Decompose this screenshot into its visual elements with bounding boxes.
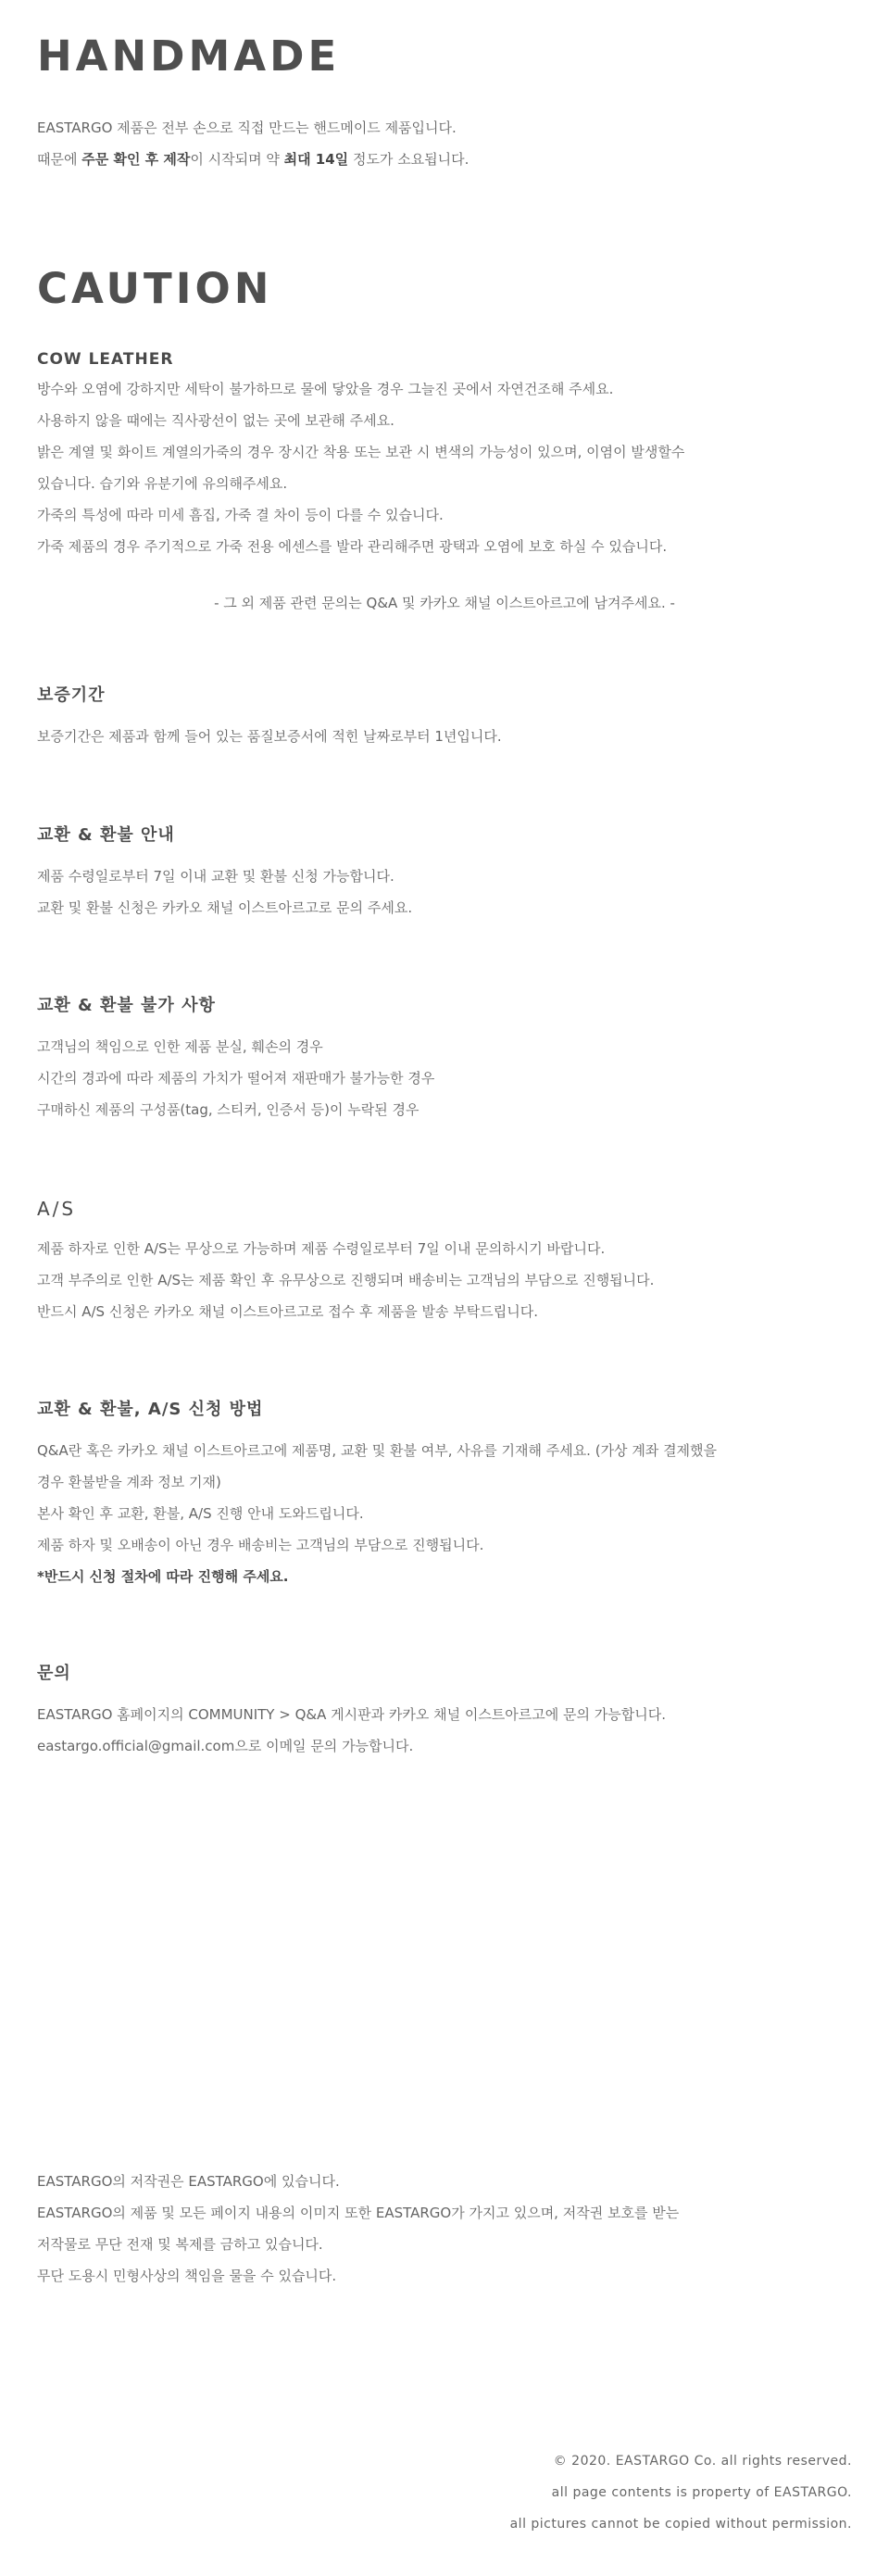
as-line: 제품 하자로 인한 A/S는 무상으로 가능하며 제품 수령일로부터 7일 이내 문의하시기 바랍니다.: [37, 1240, 606, 1257]
caution-line: 가죽 제품의 경우 주기적으로 가죽 전용 에센스를 발라 관리해주면 광택과 오염에 보호 하실 수 있습니다.: [37, 538, 668, 555]
caution-line: 가죽의 특성에 따라 미세 흠집, 가죽 결 차이 등이 다를 수 있습니다.: [37, 507, 444, 523]
exchange-line: 교환 및 환불 신청은 카카오 채널 이스트아르고로 문의 주세요.: [37, 899, 413, 916]
footer-copyright: [37, 2445, 852, 2540]
as-section: [37, 1200, 852, 1327]
contact-section: [37, 1665, 852, 1762]
no-exchange-title: 교환 & 환불 불가 사항: [37, 996, 216, 1015]
contact-title: 문의: [37, 1664, 71, 1683]
rights-line: EASTARGO의 제품 및 모든 페이지 내용의 이미지 또한 EASTARGO가 가지고 있으며, 저작권 보호를 받는: [37, 2205, 680, 2221]
apply-section: [37, 1401, 852, 1592]
no-exchange-line: 시간의 경과에 따라 제품의 가치가 떨어져 재판매가 불가능한 경우: [37, 1070, 435, 1087]
caution-title: CAUTION: [37, 264, 273, 313]
no-exchange-section: [37, 998, 852, 1125]
exchange-title: 교환 & 환불 안내: [37, 825, 175, 845]
as-line: 반드시 A/S 신청은 카카오 채널 이스트아르고로 접수 후 제품을 발송 부탁드립니다.: [37, 1303, 538, 1320]
caution-line: 사용하지 않을 때에는 직사광선이 없는 곳에 보관해 주세요.: [37, 412, 394, 429]
no-exchange-line: 구매하신 제품의 구성품(tag, 스티커, 인증서 등)이 누락된 경우: [37, 1101, 419, 1118]
no-exchange-line: 고객님의 책임으로 인한 제품 분실, 훼손의 경우: [37, 1038, 323, 1055]
apply-line: 제품 하자 및 오배송이 아닌 경우 배송비는 고객님의 부담으로 진행됩니다.: [37, 1537, 484, 1553]
as-title: A/S: [37, 1198, 77, 1220]
as-line: 고객 부주의로 인한 A/S는 제품 확인 후 유무상으로 진행되며 배송비는 고객님의 부담으로 진행됩니다.: [37, 1272, 655, 1288]
handmade-line-1: EASTARGO 제품은 전부 손으로 직접 만드는 핸드메이드 제품입니다.: [37, 119, 457, 136]
handmade-emphasis-2: 최대 14일: [283, 151, 349, 168]
handmade-emphasis-1: 주문 확인 후 제작: [81, 151, 191, 168]
handmade-line-2: 때문에 주문 확인 후 제작이 시작되며 약 최대 14일 정도가 소요됩니다.: [37, 151, 470, 168]
copyright-line: all page contents is property of EASTARGO.: [551, 2485, 852, 2500]
apply-line: 경우 환불받을 계좌 정보 기재): [37, 1474, 221, 1490]
warranty-section: [37, 687, 852, 752]
caution-line: 밝은 계열 및 화이트 계열의가죽의 경우 장시간 착용 또는 보관 시 변색의 가능성이 있으며, 이염이 발생할수: [37, 444, 685, 460]
rights-line: 무단 도용시 민형사상의 책임을 물을 수 있습니다.: [37, 2268, 337, 2284]
apply-line: 본사 확인 후 교환, 환불, A/S 진행 안내 도와드립니다.: [37, 1505, 364, 1522]
apply-title: 교환 & 환불, A/S 신청 방법: [37, 1400, 264, 1419]
handmade-section: [37, 31, 852, 175]
copyright-line: all pictures cannot be copied without permission.: [509, 2517, 852, 2532]
caution-line: 있습니다. 습기와 유분기에 유의해주세요.: [37, 475, 288, 492]
caution-section: [37, 264, 852, 562]
apply-bold-line: *반드시 신청 절차에 따라 진행해 주세요.: [37, 1568, 289, 1585]
warranty-title: 보증기간: [37, 685, 106, 705]
rights-line: 저작물로 무단 전재 및 복제를 금하고 있습니다.: [37, 2236, 323, 2253]
warranty-line: 보증기간은 제품과 함께 들어 있는 품질보증서에 적힌 날짜로부터 1년입니다.: [37, 728, 502, 745]
caution-note: - 그 외 제품 관련 문의는 Q&A 및 카카오 채널 이스트아르고에 남겨주세요. -: [214, 595, 675, 611]
exchange-line: 제품 수령일로부터 7일 이내 교환 및 환불 신청 가능합니다.: [37, 868, 394, 885]
exchange-section: [37, 827, 852, 924]
caution-line: 방수와 오염에 강하지만 세탁이 불가하므로 물에 닿았을 경우 그늘진 곳에서 자연건조해 주세요.: [37, 381, 614, 397]
rights-line: EASTARGO의 저작권은 EASTARGO에 있습니다.: [37, 2173, 340, 2190]
apply-line: Q&A란 혹은 카카오 채널 이스트아르고에 제품명, 교환 및 환불 여부, 사유를 기재해 주세요. (가상 계좌 결제했을: [37, 1442, 718, 1459]
cow-leather-subtitle: COW LEATHER: [37, 350, 174, 369]
rights-section: [37, 2166, 852, 2292]
contact-email-line: eastargo.official@gmail.com으로 이메일 문의 가능합니다.: [37, 1738, 414, 1754]
handmade-title: HANDMADE: [37, 31, 341, 81]
contact-line: EASTARGO 홈페이지의 COMMUNITY > Q&A 게시판과 카카오 채널 이스트아르고에 문의 가능합니다.: [37, 1706, 666, 1723]
copyright-line: © 2020. EASTARGO Co. all rights reserved.: [553, 2454, 852, 2469]
